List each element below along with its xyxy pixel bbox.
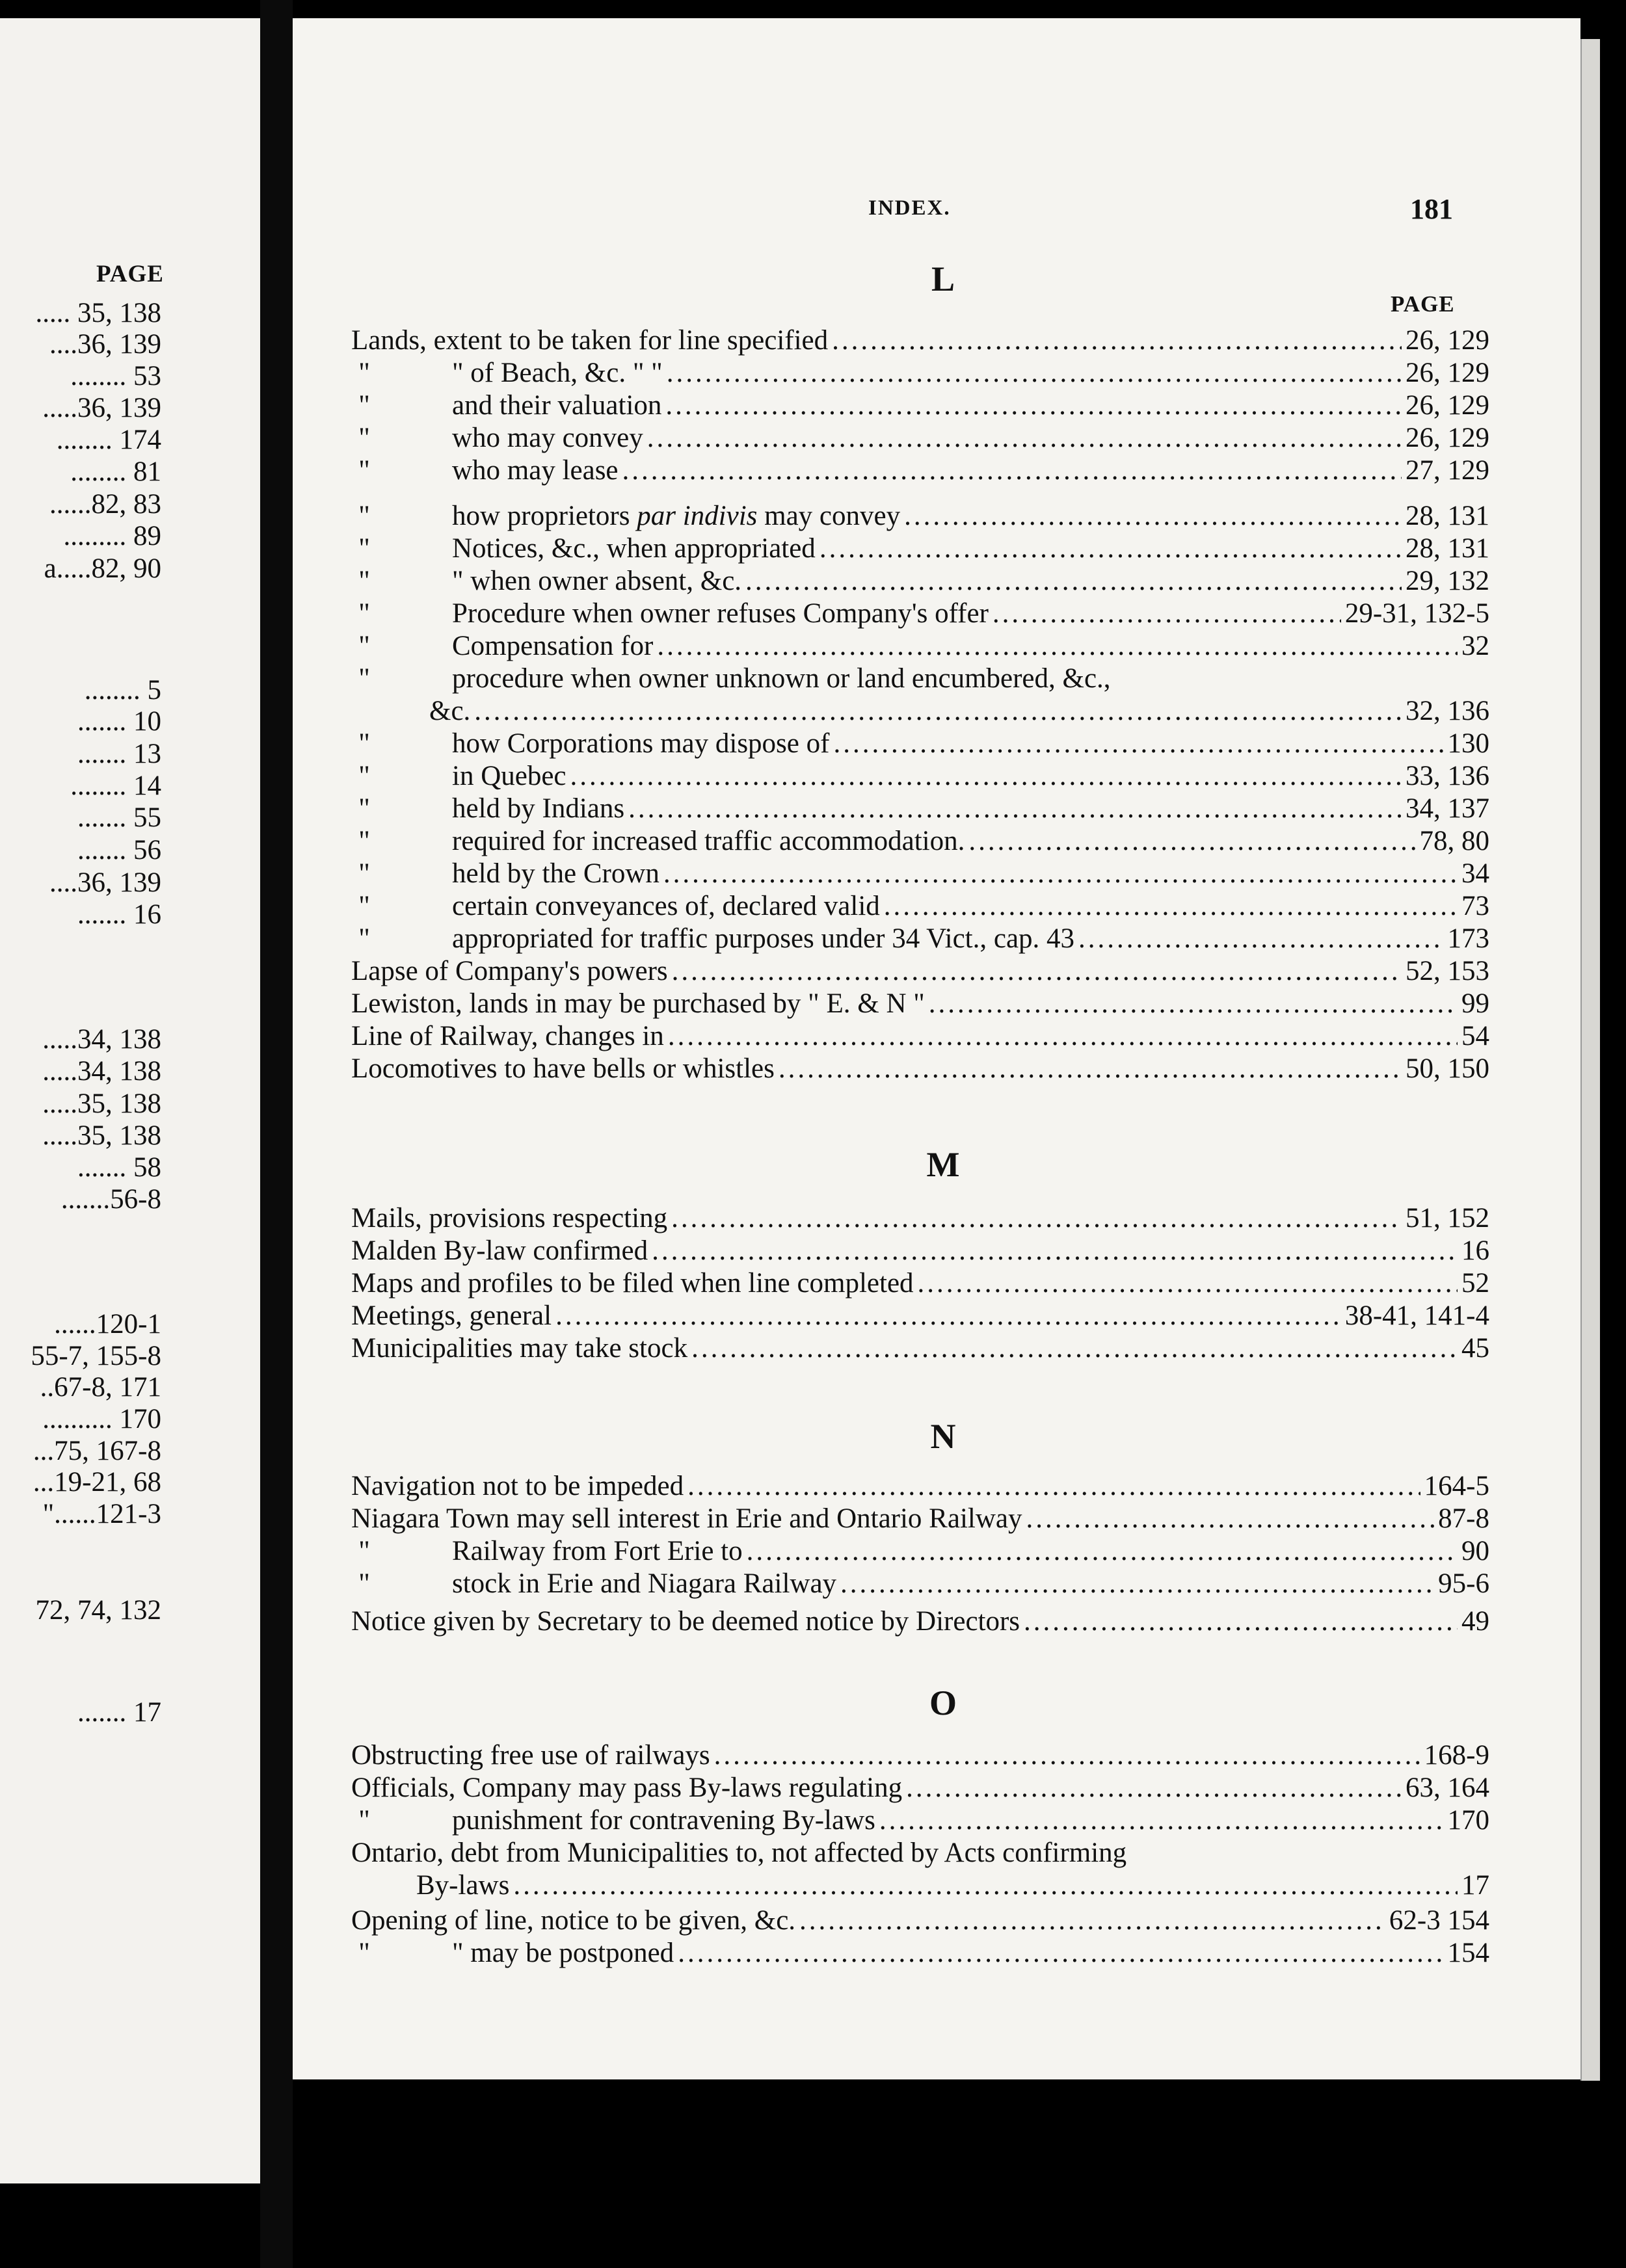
facing-page-fragment: "......121-3 — [42, 1499, 161, 1529]
entry-text — [351, 1299, 555, 1333]
entry-text — [351, 1332, 691, 1365]
ditto-mark: " — [358, 533, 370, 564]
facing-page-fragment: ........ 53 — [70, 361, 161, 391]
entry-text — [351, 955, 672, 988]
entry-text-main: " may be postponed — [452, 1938, 674, 1968]
dot-leader — [840, 1567, 1434, 1601]
ditto-mark: " — [358, 631, 370, 661]
entry-text-main: Officials, Company may pass By-laws regulating — [351, 1773, 903, 1803]
entry-pages: 154 — [1444, 1936, 1490, 1970]
entry-text-main: appropriated for traffic purposes under 34 Vict., cap. 43 — [452, 923, 1075, 954]
index-entry — [351, 662, 1489, 696]
entry-text-main: Notices, &c., when appropriated — [452, 533, 816, 564]
dot-leader — [929, 987, 1458, 1021]
facing-page-fragment: ......120-1 — [54, 1309, 161, 1339]
entry-text — [452, 1804, 879, 1838]
entry-text — [452, 597, 993, 631]
dot-leader — [678, 1936, 1443, 1970]
entry-pages: 54 — [1458, 1020, 1489, 1053]
entry-text-main: Line of Railway, changes in — [351, 1021, 664, 1051]
entry-text — [351, 1020, 668, 1053]
entry-text-main: who may convey — [452, 423, 643, 453]
ditto-mark: " — [358, 358, 370, 388]
entry-text — [452, 759, 570, 793]
facing-page-fragment: 72, 74, 132 — [35, 1595, 161, 1626]
entry-text-main: Procedure when owner refuses Company's offer — [452, 598, 989, 629]
entry-text-main: Mails, provisions respecting — [351, 1203, 668, 1233]
facing-page-fragment: .......... 170 — [42, 1404, 161, 1434]
ditto-mark: " — [358, 728, 370, 759]
index-entry — [351, 629, 1489, 663]
entry-pages: 90 — [1458, 1535, 1489, 1568]
entry-pages: 26, 129 — [1402, 324, 1489, 358]
index-entry — [351, 1020, 1489, 1053]
dot-leader — [652, 1234, 1458, 1268]
facing-page-fragment: ..... 35, 138 — [35, 298, 161, 328]
entry-pages: 29, 132 — [1402, 564, 1489, 598]
dot-leader — [667, 356, 1402, 390]
entry-text-main: " when owner absent, &c. — [452, 566, 742, 596]
facing-page-fragment: ........ 14 — [70, 771, 161, 801]
dot-leader — [884, 890, 1458, 923]
section-letter: N — [930, 1417, 956, 1456]
index-entry — [351, 1202, 1489, 1235]
facing-page-fragment: ....... 55 — [77, 802, 161, 833]
index-entry — [351, 955, 1489, 988]
dot-leader — [570, 759, 1402, 793]
entry-text-main: Meetings, general — [351, 1300, 552, 1331]
entry-text-main: Lewiston, lands in may be purchased by " E. & N " — [351, 988, 925, 1019]
entry-pages: 62-3 154 — [1385, 1904, 1489, 1938]
ditto-mark: " — [358, 826, 370, 856]
entry-text — [452, 1535, 747, 1568]
entry-text-main: By-laws — [416, 1870, 510, 1901]
index-entry — [351, 792, 1489, 826]
ditto-mark: " — [358, 501, 370, 531]
entry-text-main: " of Beach, &c. " " — [452, 358, 663, 388]
dot-leader — [1078, 922, 1443, 956]
index-entry — [351, 499, 1489, 533]
entry-text-main: how proprietors — [452, 501, 637, 531]
index-entry — [351, 1936, 1489, 1970]
entry-pages: 26, 129 — [1402, 421, 1489, 455]
entry-pages: 26, 129 — [1402, 356, 1489, 390]
entry-pages: 16 — [1458, 1234, 1489, 1268]
dot-leader — [1026, 1502, 1434, 1536]
entry-text — [351, 1771, 906, 1805]
facing-page-fragment: ......82, 83 — [49, 489, 161, 520]
index-entry — [351, 1299, 1489, 1333]
entry-pages: 45 — [1458, 1332, 1489, 1365]
ditto-mark: " — [358, 1536, 370, 1566]
index-entry — [351, 1869, 1489, 1903]
dot-leader — [904, 499, 1402, 533]
facing-page-fragment: ....... 56 — [77, 835, 161, 865]
dot-leader — [513, 1869, 1458, 1903]
index-entry — [351, 922, 1489, 956]
entry-text-main: Railway from Fort Erie to — [452, 1536, 743, 1566]
dot-leader — [622, 454, 1402, 488]
entry-pages: 34 — [1458, 857, 1489, 891]
entry-pages: 63, 164 — [1402, 1771, 1489, 1805]
entry-pages: 49 — [1458, 1605, 1489, 1639]
entry-pages: 130 — [1444, 727, 1490, 761]
book-gutter — [260, 0, 293, 2268]
page-number: 181 — [1410, 193, 1453, 225]
facing-page-fragment: ........ 81 — [70, 456, 161, 487]
dot-leader — [993, 597, 1341, 631]
facing-page-fragment: ...75, 167-8 — [33, 1436, 161, 1466]
dot-leader — [657, 629, 1458, 663]
facing-page-fragment: ......... 89 — [63, 521, 161, 551]
entry-text-main: Compensation for — [452, 631, 654, 661]
entry-text — [452, 532, 820, 566]
entry-text-main: held by Indians — [452, 793, 625, 824]
index-entry — [351, 1836, 1489, 1870]
entry-text — [351, 1234, 652, 1268]
entry-text-main: who may lease — [452, 455, 619, 486]
section-letter: L — [931, 259, 955, 298]
dot-leader — [918, 1267, 1458, 1300]
entry-text — [429, 694, 474, 728]
entry-pages: 95-6 — [1434, 1567, 1489, 1601]
entry-text — [351, 1267, 918, 1300]
facing-page — [0, 18, 261, 2183]
facing-page-fragment: ....... 58 — [77, 1152, 161, 1183]
dot-leader — [691, 1332, 1458, 1365]
index-entry — [351, 564, 1489, 598]
index-entry — [351, 1234, 1489, 1268]
entry-pages: 17 — [1458, 1869, 1489, 1903]
dot-leader — [833, 727, 1443, 761]
entry-text — [351, 324, 832, 358]
entry-text-main: &c. — [429, 696, 471, 726]
entry-text — [452, 356, 667, 390]
index-entry — [351, 987, 1489, 1021]
index-entry — [351, 1267, 1489, 1300]
entry-text-main: Malden By-law confirmed — [351, 1235, 648, 1266]
index-entry — [351, 324, 1489, 358]
facing-page-fragment: ....36, 139 — [49, 329, 161, 360]
entry-text-main: Lands, extent to be taken for line specified — [351, 325, 829, 356]
entry-text-main: in Quebec — [452, 761, 566, 791]
dot-leader — [555, 1299, 1341, 1333]
ditto-mark: " — [358, 761, 370, 791]
entry-text — [351, 1904, 799, 1938]
entry-text — [452, 857, 663, 891]
entry-pages: 52 — [1458, 1267, 1489, 1300]
dot-leader — [799, 1904, 1385, 1938]
entry-text-main: Municipalities may take stock — [351, 1333, 688, 1364]
entry-text-main: Maps and profiles to be filed when line completed — [351, 1268, 914, 1299]
entry-text — [351, 1202, 671, 1235]
ditto-mark: " — [358, 566, 370, 596]
entry-text — [452, 421, 647, 455]
facing-page-fragment: 55-7, 155-8 — [31, 1341, 161, 1371]
section-letter: O — [929, 1683, 957, 1722]
index-entry — [351, 421, 1489, 455]
dot-leader — [1024, 1605, 1458, 1639]
index-entry — [351, 389, 1489, 423]
ditto-mark: " — [358, 455, 370, 486]
dot-leader — [906, 1771, 1402, 1805]
entry-text — [452, 629, 657, 663]
page-edge — [1580, 39, 1600, 2081]
entry-text — [452, 1567, 840, 1601]
entry-text — [452, 389, 665, 423]
index-entry — [351, 1605, 1489, 1639]
index-entry — [351, 1771, 1489, 1805]
ditto-mark: " — [358, 858, 370, 889]
entry-pages: 32 — [1458, 629, 1489, 663]
dot-leader — [745, 564, 1402, 598]
entry-text — [351, 1052, 779, 1086]
index-entry — [351, 1535, 1489, 1568]
entry-text — [452, 1936, 678, 1970]
dot-leader — [687, 1470, 1420, 1503]
ditto-mark: " — [358, 1568, 370, 1599]
entry-text-main: held by the Crown — [452, 858, 660, 889]
dot-leader — [647, 421, 1402, 455]
index-entry — [351, 1567, 1489, 1601]
entry-pages: 34, 137 — [1402, 792, 1489, 826]
entry-text-main: Notice given by Secretary to be deemed notice by Directors — [351, 1606, 1020, 1637]
entry-text — [351, 987, 929, 1021]
entry-pages: 51, 152 — [1402, 1202, 1489, 1235]
entry-text-main: how Corporations may dispose of — [452, 728, 830, 759]
entry-text-italic: par indivis — [637, 501, 758, 531]
entry-pages: 73 — [1458, 890, 1489, 923]
ditto-mark: " — [358, 891, 370, 921]
entry-text — [452, 727, 833, 761]
facing-page-header: PAGE — [96, 261, 164, 287]
dot-leader — [668, 1020, 1458, 1053]
index-entry — [351, 824, 1489, 858]
facing-page-fragment: ........ 5 — [84, 675, 161, 705]
index-entry — [351, 1739, 1489, 1773]
entry-text — [452, 890, 884, 923]
entry-pages: 78, 80 — [1416, 824, 1490, 858]
facing-page-fragment: ...19-21, 68 — [33, 1467, 161, 1497]
entry-pages: 28, 131 — [1402, 532, 1489, 566]
index-entry — [351, 759, 1489, 793]
entry-text — [452, 499, 904, 533]
entry-text-main: Locomotives to have bells or whistles — [351, 1053, 775, 1084]
entry-pages: 27, 129 — [1402, 454, 1489, 488]
facing-page-fragment: .....35, 138 — [42, 1088, 161, 1119]
entry-text — [452, 454, 622, 488]
facing-page-fragment: .....34, 138 — [42, 1056, 161, 1087]
entry-pages: 33, 136 — [1402, 759, 1489, 793]
dot-leader — [714, 1739, 1420, 1773]
entry-pages: 164-5 — [1420, 1470, 1489, 1503]
index-entry — [351, 454, 1489, 488]
index-page — [293, 18, 1580, 2079]
dot-leader — [832, 324, 1402, 358]
dot-leader — [474, 694, 1402, 728]
entry-pages: 32, 136 — [1402, 694, 1489, 728]
entry-text — [416, 1869, 513, 1903]
index-entry — [351, 1332, 1489, 1365]
entry-text — [452, 564, 745, 598]
entry-text-main: certain conveyances of, declared valid — [452, 891, 880, 921]
ditto-mark: " — [358, 663, 370, 694]
page-column-label: PAGE — [1391, 291, 1455, 317]
index-entry — [351, 727, 1489, 761]
dot-leader — [747, 1535, 1458, 1568]
entry-pages: 99 — [1458, 987, 1489, 1021]
entry-pages: 170 — [1444, 1804, 1490, 1838]
entry-pages: 38-41, 141-4 — [1341, 1299, 1489, 1333]
facing-page-fragment: .......56-8 — [60, 1184, 161, 1215]
entry-text-main: Niagara Town may sell interest in Erie and Ontario Railway — [351, 1503, 1022, 1534]
index-entry — [351, 890, 1489, 923]
facing-page-fragment: .....36, 139 — [42, 393, 161, 423]
index-entries — [293, 18, 1580, 2079]
entry-text-main: required for increased traffic accommodation. — [452, 826, 965, 856]
index-entry — [351, 1502, 1489, 1536]
entry-text — [351, 1470, 687, 1503]
index-entry — [351, 532, 1489, 566]
facing-page-fragment: ..67-8, 171 — [40, 1372, 161, 1403]
dot-leader — [779, 1052, 1402, 1086]
entry-pages: 29-31, 132-5 — [1341, 597, 1489, 631]
ditto-mark: " — [358, 793, 370, 824]
facing-page-fragment: ....36, 139 — [49, 867, 161, 898]
entry-text-after: may convey — [757, 501, 901, 531]
entry-text — [452, 922, 1078, 956]
dot-leader — [665, 389, 1402, 423]
facing-page-fragment: .....34, 138 — [42, 1024, 161, 1055]
entry-pages: 87-8 — [1434, 1502, 1489, 1536]
facing-page-fragment: ....... 13 — [77, 739, 161, 769]
entry-pages: 28, 131 — [1402, 499, 1489, 533]
entry-text-main: stock in Erie and Niagara Railway — [452, 1568, 837, 1599]
entry-text — [351, 1739, 714, 1773]
ditto-mark: " — [358, 1805, 370, 1836]
index-entry — [351, 694, 1489, 728]
section-letter: M — [926, 1145, 960, 1184]
index-entry — [351, 597, 1489, 631]
index-entry — [351, 1052, 1489, 1086]
facing-page-fragment: .....35, 138 — [42, 1120, 161, 1151]
entry-pages: 52, 153 — [1402, 955, 1489, 988]
ditto-mark: " — [358, 390, 370, 421]
ditto-mark: " — [358, 1938, 370, 1968]
index-entry — [351, 1904, 1489, 1938]
index-entry — [351, 857, 1489, 891]
facing-page-fragment: ....... 10 — [77, 706, 161, 737]
entry-text-main: punishment for contravening By-laws — [452, 1805, 875, 1836]
entry-text-main: Lapse of Company's powers — [351, 956, 668, 986]
dot-leader — [968, 824, 1415, 858]
ditto-mark: " — [358, 598, 370, 629]
index-entry — [351, 1470, 1489, 1503]
dot-leader — [820, 532, 1402, 566]
facing-page-fragment: ........ 174 — [56, 425, 161, 455]
dot-leader — [672, 955, 1402, 988]
entry-text-main: and their valuation — [452, 390, 662, 421]
entry-text-main: Obstructing free use of railways — [351, 1740, 710, 1771]
entry-pages: 26, 129 — [1402, 389, 1489, 423]
entry-text — [452, 792, 628, 826]
entry-pages: 173 — [1444, 922, 1490, 956]
dot-leader — [671, 1202, 1402, 1235]
entry-text — [351, 1605, 1024, 1639]
entry-text — [452, 824, 968, 858]
entry-text-main: Opening of line, notice to be given, &c. — [351, 1905, 796, 1936]
dot-leader — [879, 1804, 1444, 1838]
ditto-mark: " — [358, 423, 370, 453]
dot-leader — [628, 792, 1402, 826]
entry-text-main: Navigation not to be impeded — [351, 1471, 684, 1501]
facing-page-fragment: ....... 17 — [77, 1697, 161, 1728]
entry-text: procedure when owner unknown or land encumbered, &c., — [452, 663, 1111, 694]
dot-leader — [663, 857, 1458, 891]
index-entry — [351, 356, 1489, 390]
facing-page-fragment: ....... 16 — [77, 899, 161, 930]
entry-text: Ontario, debt from Municipalities to, not affected by Acts confirming — [351, 1838, 1127, 1868]
entry-pages: 50, 150 — [1402, 1052, 1489, 1086]
entry-pages: 168-9 — [1420, 1739, 1489, 1773]
index-title: INDEX. — [868, 196, 951, 220]
ditto-mark: " — [358, 923, 370, 954]
facing-page-fragment: a.....82, 90 — [44, 553, 161, 584]
entry-text — [351, 1502, 1026, 1536]
index-entry — [351, 1804, 1489, 1838]
